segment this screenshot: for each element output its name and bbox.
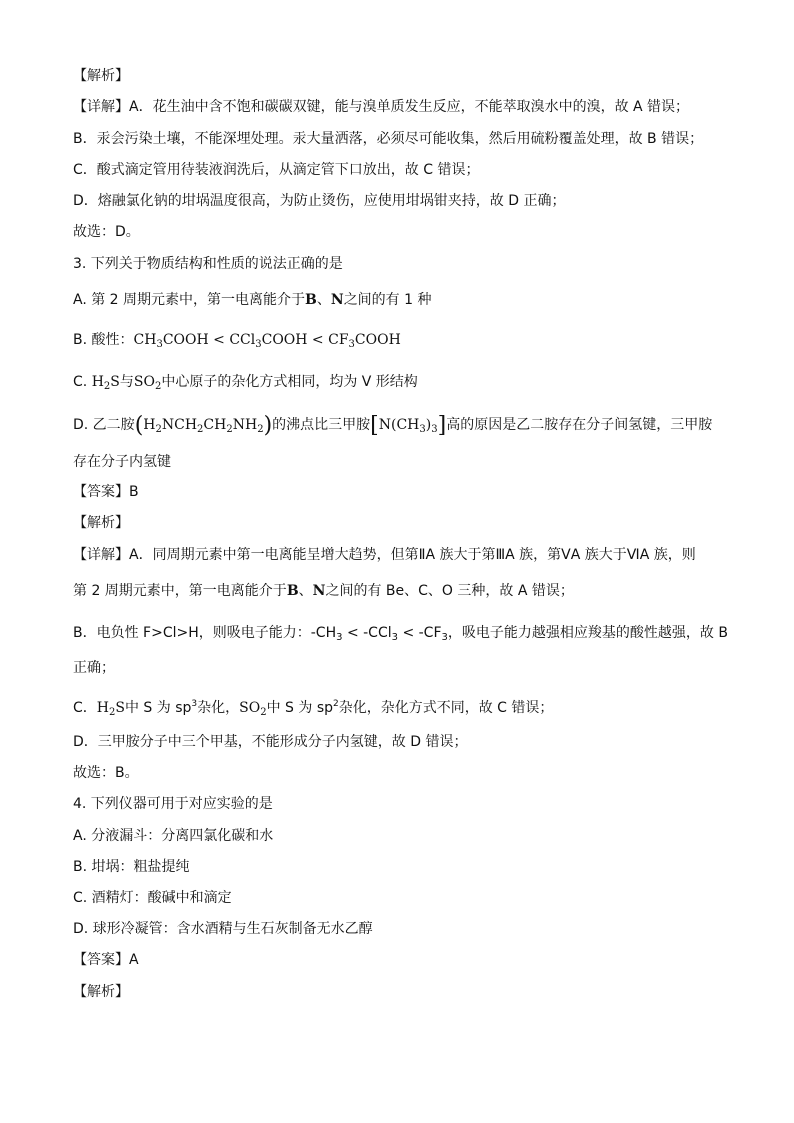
detail-b-q2: B．汞会污染土壤，不能深埋处理。汞大量洒落，必须尽可能收集，然后用硫粉覆盖处理，故 B 错误； — [73, 131, 704, 147]
q3-answer: 【答案】B — [73, 484, 139, 500]
q3-detail-a-line1: 【详解】A．同周期元素中第一电离能呈增大趋势，但第ⅡA 族大于第ⅢA 族，第ⅤA 族大于ⅥA 族，则 — [73, 547, 696, 563]
q3-option-d: D. 乙二胺$(H_2NCH_2CH_2NH_2)$的沸点比三甲胺$[N(CH_3)_3]$高的原因是乙二胺存在分子间氢键，三甲胺 — [73, 413, 713, 438]
q3-detail-a-line2: 第 2 周期元素中，第一电离能介于B、N之间的有 Be、C、O 三种，故 A 错误； — [73, 583, 574, 599]
question-3-stem: 3. 下列关于物质结构和性质的说法正确的是 — [73, 256, 343, 272]
q3-option-b: B. 酸性：$CH_3COOH$ < CCl$_3$COOH < $CF_3COOH$ — [73, 332, 401, 350]
q4-answer: 【答案】A — [73, 952, 139, 968]
q3-analysis-heading: 【解析】 — [73, 515, 129, 531]
q4-option-a: A. 分液漏斗：分离四氯化碳和水 — [73, 828, 274, 844]
q3-detail-b-line2: 正确； — [73, 660, 115, 676]
detail-d-q2: D．熔融氯化钠的坩埚温度很高，为防止烫伤，应使用坩埚钳夹持，故 D 正确； — [73, 193, 566, 209]
q4-option-c: C. 酒精灯：酸碱中和滴定 — [73, 890, 232, 906]
q4-option-d: D. 球形冷凝管：含水酒精与生石灰制备无水乙醇 — [73, 921, 373, 937]
q3-detail-c: C．$H_2S$中 S 为 $sp^3$杂化，$SO_2$中 S 为 $sp^2$杂化，杂化方式不同，故 C 错误； — [73, 699, 554, 718]
q3-option-c: C. $H_2S$与$SO_2$中心原子的杂化方式相同，均为 V 形结构 — [73, 374, 418, 392]
q3-choose: 故选：B。 — [73, 765, 139, 781]
q4-analysis-heading: 【解析】 — [73, 984, 129, 1000]
detail-c-q2: C．酸式滴定管用待装液润洗后，从滴定管下口放出，故 C 错误； — [73, 162, 480, 178]
q3-detail-d: D．三甲胺分子中三个甲基，不能形成分子内氢键，故 D 错误； — [73, 734, 468, 750]
q3-option-d-line2: 存在分子内氢键 — [73, 454, 171, 470]
q3-detail-b-line1: B．电负性 F>Cl>H，则吸电子能力：$-CH_3 < -CCl_3 < -CF_3$，吸电子能力越强相应羧基的酸性越强，故 B — [73, 625, 728, 643]
question-4-stem: 4. 下列仪器可用于对应实验的是 — [73, 796, 273, 812]
detail-a-q2: 【详解】A．花生油中含不饱和碳碳双键，能与溴单质发生反应，不能萃取溴水中的溴，故 A 错误； — [73, 99, 690, 115]
q3-option-a: A. 第 2 周期元素中，第一电离能介于B、N之间的有 1 种 — [73, 292, 432, 308]
analysis-heading-1: 【解析】 — [73, 68, 129, 84]
q4-option-b: B. 坩埚：粗盐提纯 — [73, 859, 190, 875]
choose-q2: 故选：D。 — [73, 224, 140, 240]
